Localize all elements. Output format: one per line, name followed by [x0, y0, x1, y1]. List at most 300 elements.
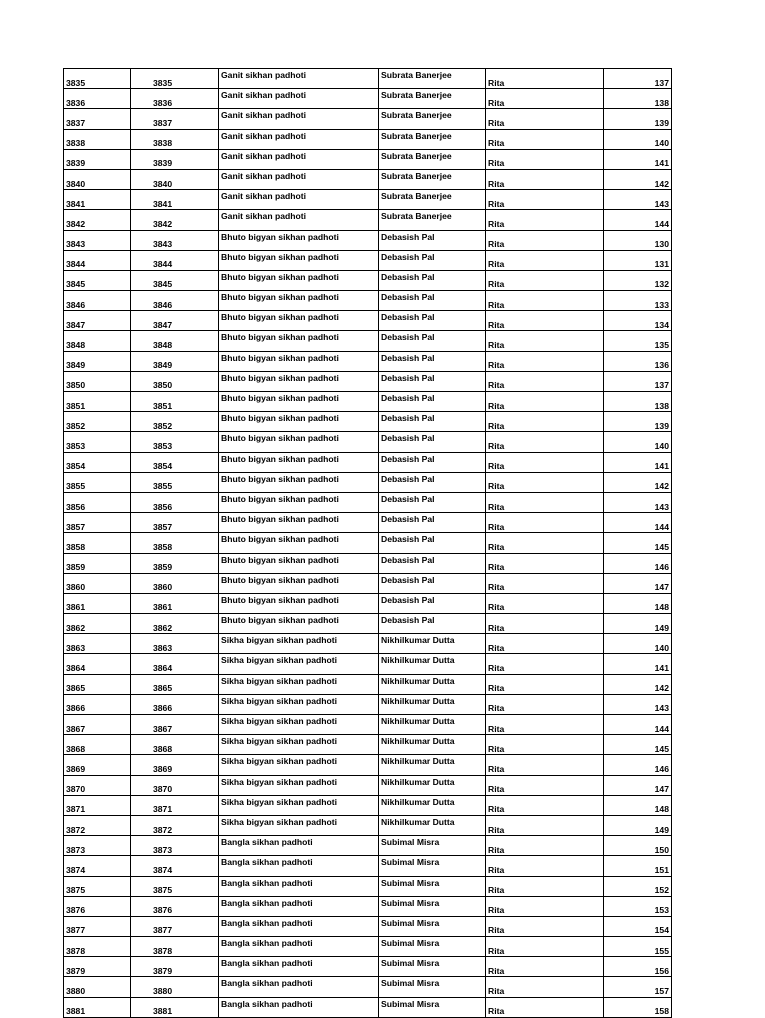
title-cell: Bangla sikhan padhoti: [219, 896, 379, 916]
title-cell: Bangla sikhan padhoti: [219, 957, 379, 977]
table-row: [64, 775, 672, 795]
table-row: [64, 210, 672, 230]
accession-number-cell: 3857: [131, 513, 219, 533]
serial-number-cell: 3838: [64, 129, 131, 149]
name-cell: Rita: [486, 109, 604, 129]
accession-number-cell: 3858: [131, 533, 219, 553]
table-row: [64, 977, 672, 997]
title-cell: Bhuto bigyan sikhan padhoti: [219, 452, 379, 472]
name-cell: Rita: [486, 997, 604, 1017]
name-cell: Rita: [486, 250, 604, 270]
accession-number-cell: 3873: [131, 836, 219, 856]
author-cell: Subimal Misra: [379, 977, 486, 997]
name-cell: Rita: [486, 876, 604, 896]
title-cell: Ganit sikhan padhoti: [219, 190, 379, 210]
table-row: [64, 573, 672, 593]
number-cell: 134: [604, 311, 672, 331]
title-cell: Sikha bigyan sikhan padhoti: [219, 795, 379, 815]
table-row: [64, 250, 672, 270]
number-cell: 152: [604, 876, 672, 896]
author-cell: Nikhilkumar Dutta: [379, 634, 486, 654]
title-cell: Sikha bigyan sikhan padhoti: [219, 694, 379, 714]
table-row: [64, 129, 672, 149]
table-row: [64, 593, 672, 613]
serial-number-cell: 3876: [64, 896, 131, 916]
number-cell: 142: [604, 169, 672, 189]
serial-number-cell: 3844: [64, 250, 131, 270]
author-cell: Subimal Misra: [379, 957, 486, 977]
number-cell: 141: [604, 452, 672, 472]
table-row: [64, 916, 672, 936]
author-cell: Debasish Pal: [379, 472, 486, 492]
table-row: [64, 937, 672, 957]
accession-number-cell: 3836: [131, 89, 219, 109]
table-row: [64, 815, 672, 835]
table-row: [64, 331, 672, 351]
serial-number-cell: 3846: [64, 291, 131, 311]
title-cell: Sikha bigyan sikhan padhoti: [219, 674, 379, 694]
serial-number-cell: 3841: [64, 190, 131, 210]
serial-number-cell: 3850: [64, 371, 131, 391]
table-row: [64, 412, 672, 432]
title-cell: Sikha bigyan sikhan padhoti: [219, 715, 379, 735]
accession-number-cell: 3879: [131, 957, 219, 977]
serial-number-cell: 3852: [64, 412, 131, 432]
title-cell: Bangla sikhan padhoti: [219, 997, 379, 1017]
table-row: [64, 392, 672, 412]
serial-number-cell: 3836: [64, 89, 131, 109]
number-cell: 137: [604, 371, 672, 391]
table-row: [64, 674, 672, 694]
title-cell: Bhuto bigyan sikhan padhoti: [219, 533, 379, 553]
serial-number-cell: 3848: [64, 331, 131, 351]
table-row: [64, 876, 672, 896]
serial-number-cell: 3842: [64, 210, 131, 230]
catalog-table-body: [64, 69, 672, 1018]
number-cell: 147: [604, 573, 672, 593]
serial-number-cell: 3865: [64, 674, 131, 694]
title-cell: Bangla sikhan padhoti: [219, 977, 379, 997]
title-cell: Bhuto bigyan sikhan padhoti: [219, 270, 379, 290]
name-cell: Rita: [486, 937, 604, 957]
name-cell: Rita: [486, 452, 604, 472]
number-cell: 139: [604, 412, 672, 432]
accession-number-cell: 3851: [131, 392, 219, 412]
author-cell: Subimal Misra: [379, 836, 486, 856]
author-cell: Nikhilkumar Dutta: [379, 694, 486, 714]
accession-number-cell: 3835: [131, 69, 219, 89]
number-cell: 142: [604, 674, 672, 694]
title-cell: Bhuto bigyan sikhan padhoti: [219, 371, 379, 391]
name-cell: Rita: [486, 977, 604, 997]
number-cell: 131: [604, 250, 672, 270]
accession-number-cell: 3850: [131, 371, 219, 391]
serial-number-cell: 3854: [64, 452, 131, 472]
author-cell: Nikhilkumar Dutta: [379, 715, 486, 735]
accession-number-cell: 3842: [131, 210, 219, 230]
author-cell: Nikhilkumar Dutta: [379, 815, 486, 835]
author-cell: Debasish Pal: [379, 492, 486, 512]
table-row: [64, 614, 672, 634]
serial-number-cell: 3857: [64, 513, 131, 533]
serial-number-cell: 3855: [64, 472, 131, 492]
author-cell: Subrata Banerjee: [379, 149, 486, 169]
title-cell: Bhuto bigyan sikhan padhoti: [219, 513, 379, 533]
accession-number-cell: 3838: [131, 129, 219, 149]
accession-number-cell: 3877: [131, 916, 219, 936]
number-cell: 140: [604, 634, 672, 654]
serial-number-cell: 3862: [64, 614, 131, 634]
name-cell: Rita: [486, 755, 604, 775]
serial-number-cell: 3880: [64, 977, 131, 997]
number-cell: 154: [604, 916, 672, 936]
number-cell: 140: [604, 432, 672, 452]
number-cell: 148: [604, 795, 672, 815]
serial-number-cell: 3870: [64, 775, 131, 795]
serial-number-cell: 3840: [64, 169, 131, 189]
name-cell: Rita: [486, 412, 604, 432]
number-cell: 133: [604, 291, 672, 311]
author-cell: Debasish Pal: [379, 331, 486, 351]
number-cell: 135: [604, 331, 672, 351]
number-cell: 130: [604, 230, 672, 250]
table-row: [64, 169, 672, 189]
number-cell: 141: [604, 149, 672, 169]
author-cell: Subrata Banerjee: [379, 210, 486, 230]
table-row: [64, 634, 672, 654]
accession-number-cell: 3868: [131, 735, 219, 755]
serial-number-cell: 3877: [64, 916, 131, 936]
name-cell: Rita: [486, 270, 604, 290]
name-cell: Rita: [486, 614, 604, 634]
author-cell: Debasish Pal: [379, 291, 486, 311]
title-cell: Bhuto bigyan sikhan padhoti: [219, 412, 379, 432]
title-cell: Bhuto bigyan sikhan padhoti: [219, 311, 379, 331]
number-cell: 136: [604, 351, 672, 371]
author-cell: Subimal Misra: [379, 896, 486, 916]
title-cell: Bhuto bigyan sikhan padhoti: [219, 432, 379, 452]
number-cell: 138: [604, 392, 672, 412]
accession-number-cell: 3860: [131, 573, 219, 593]
name-cell: Rita: [486, 190, 604, 210]
title-cell: Bhuto bigyan sikhan padhoti: [219, 230, 379, 250]
table-row: [64, 69, 672, 89]
title-cell: Sikha bigyan sikhan padhoti: [219, 755, 379, 775]
serial-number-cell: 3881: [64, 997, 131, 1017]
accession-number-cell: 3876: [131, 896, 219, 916]
name-cell: Rita: [486, 573, 604, 593]
table-row: [64, 492, 672, 512]
name-cell: Rita: [486, 795, 604, 815]
serial-number-cell: 3856: [64, 492, 131, 512]
name-cell: Rita: [486, 230, 604, 250]
author-cell: Subimal Misra: [379, 856, 486, 876]
number-cell: 139: [604, 109, 672, 129]
accession-number-cell: 3865: [131, 674, 219, 694]
name-cell: Rita: [486, 654, 604, 674]
title-cell: Ganit sikhan padhoti: [219, 129, 379, 149]
name-cell: Rita: [486, 593, 604, 613]
name-cell: Rita: [486, 674, 604, 694]
table-row: [64, 351, 672, 371]
title-cell: Ganit sikhan padhoti: [219, 89, 379, 109]
title-cell: Bhuto bigyan sikhan padhoti: [219, 291, 379, 311]
accession-number-cell: 3853: [131, 432, 219, 452]
accession-number-cell: 3871: [131, 795, 219, 815]
author-cell: Debasish Pal: [379, 432, 486, 452]
author-cell: Subrata Banerjee: [379, 129, 486, 149]
title-cell: Sikha bigyan sikhan padhoti: [219, 815, 379, 835]
number-cell: 144: [604, 513, 672, 533]
table-row: [64, 513, 672, 533]
accession-number-cell: 3861: [131, 593, 219, 613]
serial-number-cell: 3868: [64, 735, 131, 755]
name-cell: Rita: [486, 896, 604, 916]
number-cell: 143: [604, 492, 672, 512]
table-row: [64, 755, 672, 775]
table-row: [64, 311, 672, 331]
number-cell: 149: [604, 815, 672, 835]
author-cell: Subimal Misra: [379, 876, 486, 896]
name-cell: Rita: [486, 957, 604, 977]
title-cell: Bangla sikhan padhoti: [219, 856, 379, 876]
serial-number-cell: 3864: [64, 654, 131, 674]
serial-number-cell: 3861: [64, 593, 131, 613]
name-cell: Rita: [486, 392, 604, 412]
author-cell: Debasish Pal: [379, 614, 486, 634]
serial-number-cell: 3859: [64, 553, 131, 573]
table-row: [64, 553, 672, 573]
accession-number-cell: 3864: [131, 654, 219, 674]
accession-number-cell: 3840: [131, 169, 219, 189]
number-cell: 149: [604, 614, 672, 634]
title-cell: Bangla sikhan padhoti: [219, 876, 379, 896]
accession-number-cell: 3878: [131, 937, 219, 957]
title-cell: Ganit sikhan padhoti: [219, 69, 379, 89]
number-cell: 132: [604, 270, 672, 290]
title-cell: Bhuto bigyan sikhan padhoti: [219, 351, 379, 371]
title-cell: Bhuto bigyan sikhan padhoti: [219, 593, 379, 613]
author-cell: Debasish Pal: [379, 593, 486, 613]
serial-number-cell: 3875: [64, 876, 131, 896]
author-cell: Nikhilkumar Dutta: [379, 775, 486, 795]
name-cell: Rita: [486, 351, 604, 371]
name-cell: Rita: [486, 169, 604, 189]
title-cell: Sikha bigyan sikhan padhoti: [219, 775, 379, 795]
serial-number-cell: 3867: [64, 715, 131, 735]
accession-number-cell: 3866: [131, 694, 219, 714]
author-cell: Debasish Pal: [379, 553, 486, 573]
name-cell: Rita: [486, 513, 604, 533]
table-row: [64, 715, 672, 735]
name-cell: Rita: [486, 432, 604, 452]
serial-number-cell: 3873: [64, 836, 131, 856]
author-cell: Subrata Banerjee: [379, 190, 486, 210]
author-cell: Nikhilkumar Dutta: [379, 654, 486, 674]
name-cell: Rita: [486, 634, 604, 654]
serial-number-cell: 3845: [64, 270, 131, 290]
number-cell: 143: [604, 190, 672, 210]
author-cell: Debasish Pal: [379, 250, 486, 270]
accession-number-cell: 3859: [131, 553, 219, 573]
name-cell: Rita: [486, 210, 604, 230]
name-cell: Rita: [486, 149, 604, 169]
number-cell: 156: [604, 957, 672, 977]
title-cell: Bhuto bigyan sikhan padhoti: [219, 392, 379, 412]
name-cell: Rita: [486, 129, 604, 149]
number-cell: 144: [604, 715, 672, 735]
table-row: [64, 371, 672, 391]
table-row: [64, 654, 672, 674]
accession-number-cell: 3855: [131, 472, 219, 492]
author-cell: Subrata Banerjee: [379, 109, 486, 129]
title-cell: Bhuto bigyan sikhan padhoti: [219, 472, 379, 492]
serial-number-cell: 3878: [64, 937, 131, 957]
accession-number-cell: 3852: [131, 412, 219, 432]
title-cell: Bangla sikhan padhoti: [219, 836, 379, 856]
name-cell: Rita: [486, 89, 604, 109]
name-cell: Rita: [486, 775, 604, 795]
table-row: [64, 694, 672, 714]
table-row: [64, 997, 672, 1017]
serial-number-cell: 3849: [64, 351, 131, 371]
author-cell: Nikhilkumar Dutta: [379, 735, 486, 755]
accession-number-cell: 3846: [131, 291, 219, 311]
accession-number-cell: 3863: [131, 634, 219, 654]
number-cell: 142: [604, 472, 672, 492]
name-cell: Rita: [486, 856, 604, 876]
name-cell: Rita: [486, 533, 604, 553]
name-cell: Rita: [486, 694, 604, 714]
number-cell: 137: [604, 69, 672, 89]
number-cell: 151: [604, 856, 672, 876]
name-cell: Rita: [486, 715, 604, 735]
name-cell: Rita: [486, 69, 604, 89]
number-cell: 148: [604, 593, 672, 613]
accession-number-cell: 3845: [131, 270, 219, 290]
number-cell: 145: [604, 533, 672, 553]
table-row: [64, 856, 672, 876]
name-cell: Rita: [486, 815, 604, 835]
table-row: [64, 452, 672, 472]
name-cell: Rita: [486, 291, 604, 311]
number-cell: 153: [604, 896, 672, 916]
table-row: [64, 533, 672, 553]
accession-number-cell: 3844: [131, 250, 219, 270]
title-cell: Bhuto bigyan sikhan padhoti: [219, 492, 379, 512]
title-cell: Bangla sikhan padhoti: [219, 916, 379, 936]
title-cell: Bangla sikhan padhoti: [219, 937, 379, 957]
serial-number-cell: 3837: [64, 109, 131, 129]
author-cell: Nikhilkumar Dutta: [379, 795, 486, 815]
name-cell: Rita: [486, 472, 604, 492]
title-cell: Bhuto bigyan sikhan padhoti: [219, 614, 379, 634]
serial-number-cell: 3872: [64, 815, 131, 835]
number-cell: 157: [604, 977, 672, 997]
title-cell: Bhuto bigyan sikhan padhoti: [219, 573, 379, 593]
number-cell: 147: [604, 775, 672, 795]
author-cell: Subimal Misra: [379, 937, 486, 957]
title-cell: Ganit sikhan padhoti: [219, 109, 379, 129]
author-cell: Debasish Pal: [379, 412, 486, 432]
accession-number-cell: 3862: [131, 614, 219, 634]
number-cell: 150: [604, 836, 672, 856]
accession-number-cell: 3841: [131, 190, 219, 210]
accession-number-cell: 3848: [131, 331, 219, 351]
name-cell: Rita: [486, 492, 604, 512]
serial-number-cell: 3879: [64, 957, 131, 977]
number-cell: 155: [604, 937, 672, 957]
table-row: [64, 735, 672, 755]
title-cell: Ganit sikhan padhoti: [219, 210, 379, 230]
author-cell: Debasish Pal: [379, 371, 486, 391]
name-cell: Rita: [486, 836, 604, 856]
catalog-table: [63, 68, 672, 1018]
accession-number-cell: 3880: [131, 977, 219, 997]
accession-number-cell: 3854: [131, 452, 219, 472]
table-row: [64, 795, 672, 815]
name-cell: Rita: [486, 735, 604, 755]
number-cell: 143: [604, 694, 672, 714]
author-cell: Debasish Pal: [379, 270, 486, 290]
serial-number-cell: 3860: [64, 573, 131, 593]
table-row: [64, 109, 672, 129]
table-row: [64, 149, 672, 169]
title-cell: Ganit sikhan padhoti: [219, 169, 379, 189]
title-cell: Bhuto bigyan sikhan padhoti: [219, 553, 379, 573]
accession-number-cell: 3843: [131, 230, 219, 250]
serial-number-cell: 3839: [64, 149, 131, 169]
number-cell: 140: [604, 129, 672, 149]
serial-number-cell: 3835: [64, 69, 131, 89]
accession-number-cell: 3870: [131, 775, 219, 795]
accession-number-cell: 3881: [131, 997, 219, 1017]
table-row: [64, 230, 672, 250]
accession-number-cell: 3875: [131, 876, 219, 896]
title-cell: Sikha bigyan sikhan padhoti: [219, 735, 379, 755]
author-cell: Debasish Pal: [379, 392, 486, 412]
title-cell: Bhuto bigyan sikhan padhoti: [219, 331, 379, 351]
author-cell: Debasish Pal: [379, 452, 486, 472]
name-cell: Rita: [486, 331, 604, 351]
table-row: [64, 432, 672, 452]
author-cell: Debasish Pal: [379, 351, 486, 371]
name-cell: Rita: [486, 311, 604, 331]
accession-number-cell: 3869: [131, 755, 219, 775]
table-row: [64, 957, 672, 977]
serial-number-cell: 3858: [64, 533, 131, 553]
serial-number-cell: 3871: [64, 795, 131, 815]
table-row: [64, 472, 672, 492]
table-row: [64, 89, 672, 109]
serial-number-cell: 3853: [64, 432, 131, 452]
accession-number-cell: 3847: [131, 311, 219, 331]
author-cell: Debasish Pal: [379, 230, 486, 250]
serial-number-cell: 3863: [64, 634, 131, 654]
author-cell: Debasish Pal: [379, 513, 486, 533]
author-cell: Debasish Pal: [379, 533, 486, 553]
title-cell: Sikha bigyan sikhan padhoti: [219, 634, 379, 654]
table-row: [64, 291, 672, 311]
number-cell: 158: [604, 997, 672, 1017]
serial-number-cell: 3869: [64, 755, 131, 775]
number-cell: 144: [604, 210, 672, 230]
author-cell: Nikhilkumar Dutta: [379, 755, 486, 775]
accession-number-cell: 3849: [131, 351, 219, 371]
name-cell: Rita: [486, 553, 604, 573]
table-row: [64, 270, 672, 290]
name-cell: Rita: [486, 371, 604, 391]
